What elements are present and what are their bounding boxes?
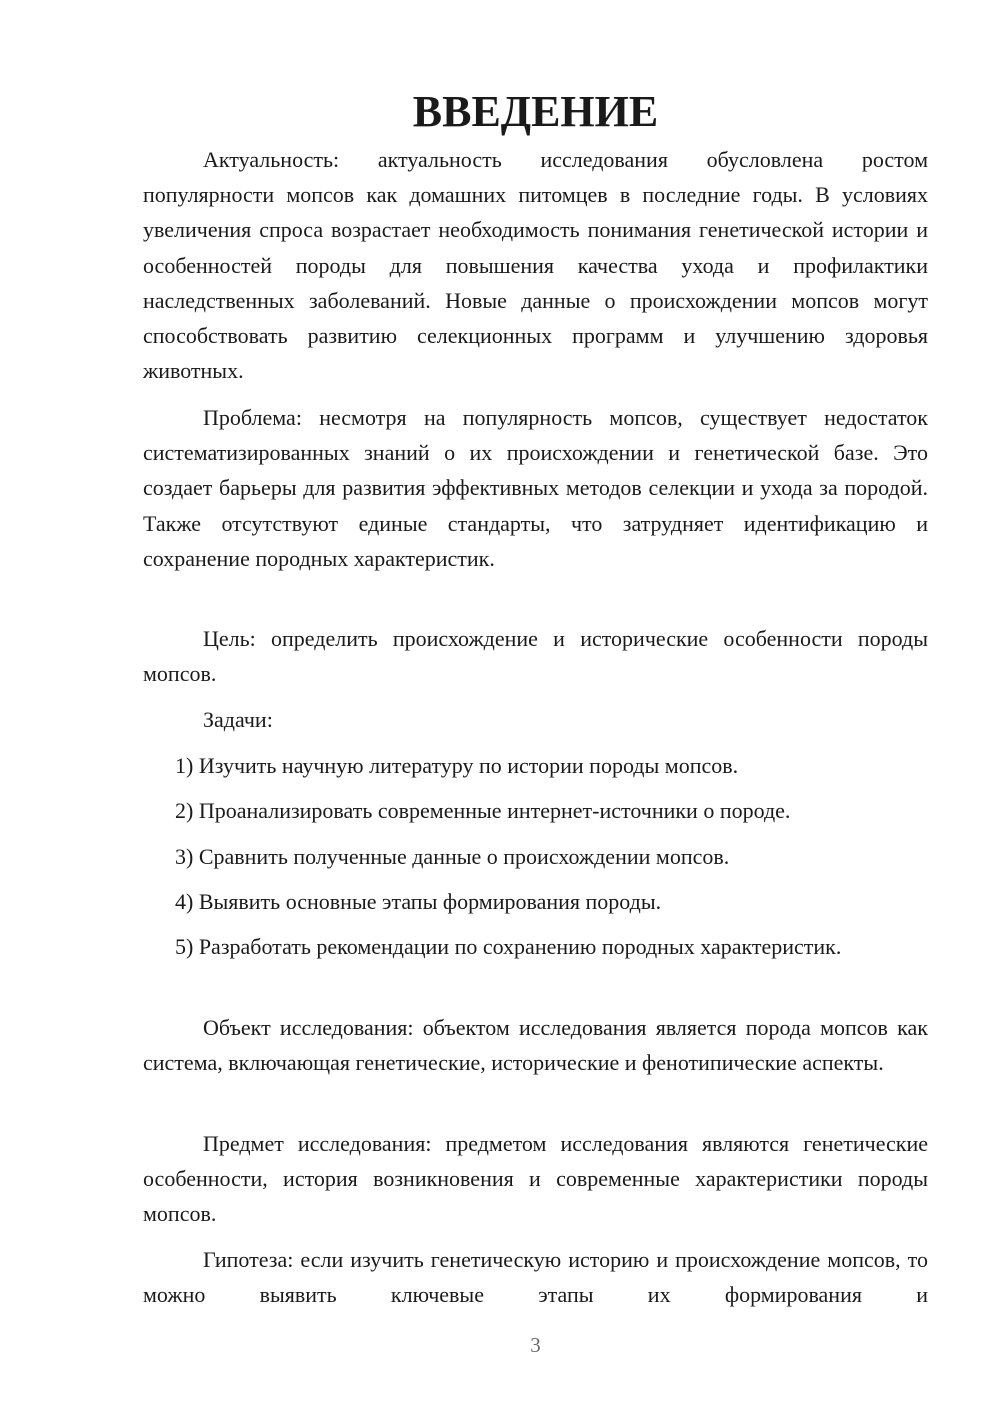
section-title: ВВЕДЕНИЕ <box>412 87 659 136</box>
paragraph-object: Объект исследования: объектом исследования является порода мопсов как система, включающая генетические, исторические и фенотипические аспекты. <box>143 1015 928 1076</box>
paragraph-subject: Предмет исследования: предметом исследования являются генетические особенности, история возникновения и современные характеристики породы мопсов. <box>143 1131 928 1227</box>
task-item-4: 4) Выявить основные этапы формирования породы. <box>175 889 662 914</box>
paragraph-problem: Проблема: несмотря на популярность мопсов, существует недостаток систематизированных знаний о их происхождении и генетической базе. Это создает барьеры для развития эффективных методов селекции и ухода за породой. Также отсутствуют единые стандарты, что затрудняет идентификацию и сохранение породных характеристик. <box>143 405 928 571</box>
paragraph-goal: Цель: определить происхождение и исторические особенности породы мопсов. <box>143 626 928 687</box>
tasks-heading: Задачи: <box>203 707 273 732</box>
task-item-3: 3) Сравнить полученные данные о происхождении мопсов. <box>175 844 730 869</box>
page-number: 3 <box>530 1333 541 1357</box>
task-item-5: 5) Разработать рекомендации по сохранению породных характеристик. <box>175 934 842 959</box>
task-item-2: 2) Проанализировать современные интернет-источники о породе. <box>175 798 791 823</box>
task-item-1: 1) Изучить научную литературу по истории породы мопсов. <box>175 753 739 778</box>
paragraph-relevance: Актуальность: актуальность исследования обусловлена ростом популярности мопсов как домашних питомцев в последние годы. В условиях увеличения спроса возрастает необходимость понимания генетической истории и особенностей породы для повышения качества ухода и профилактики наследственных заболеваний. Новые данные о происхождении мопсов могут способствовать развитию селекционных программ и улучшению здоровья животных. <box>143 147 928 384</box>
paragraph-hypothesis: Гипотеза: если изучить генетическую историю и происхождение мопсов, то можно выявить ключевые этапы их формирования и <box>143 1247 928 1308</box>
